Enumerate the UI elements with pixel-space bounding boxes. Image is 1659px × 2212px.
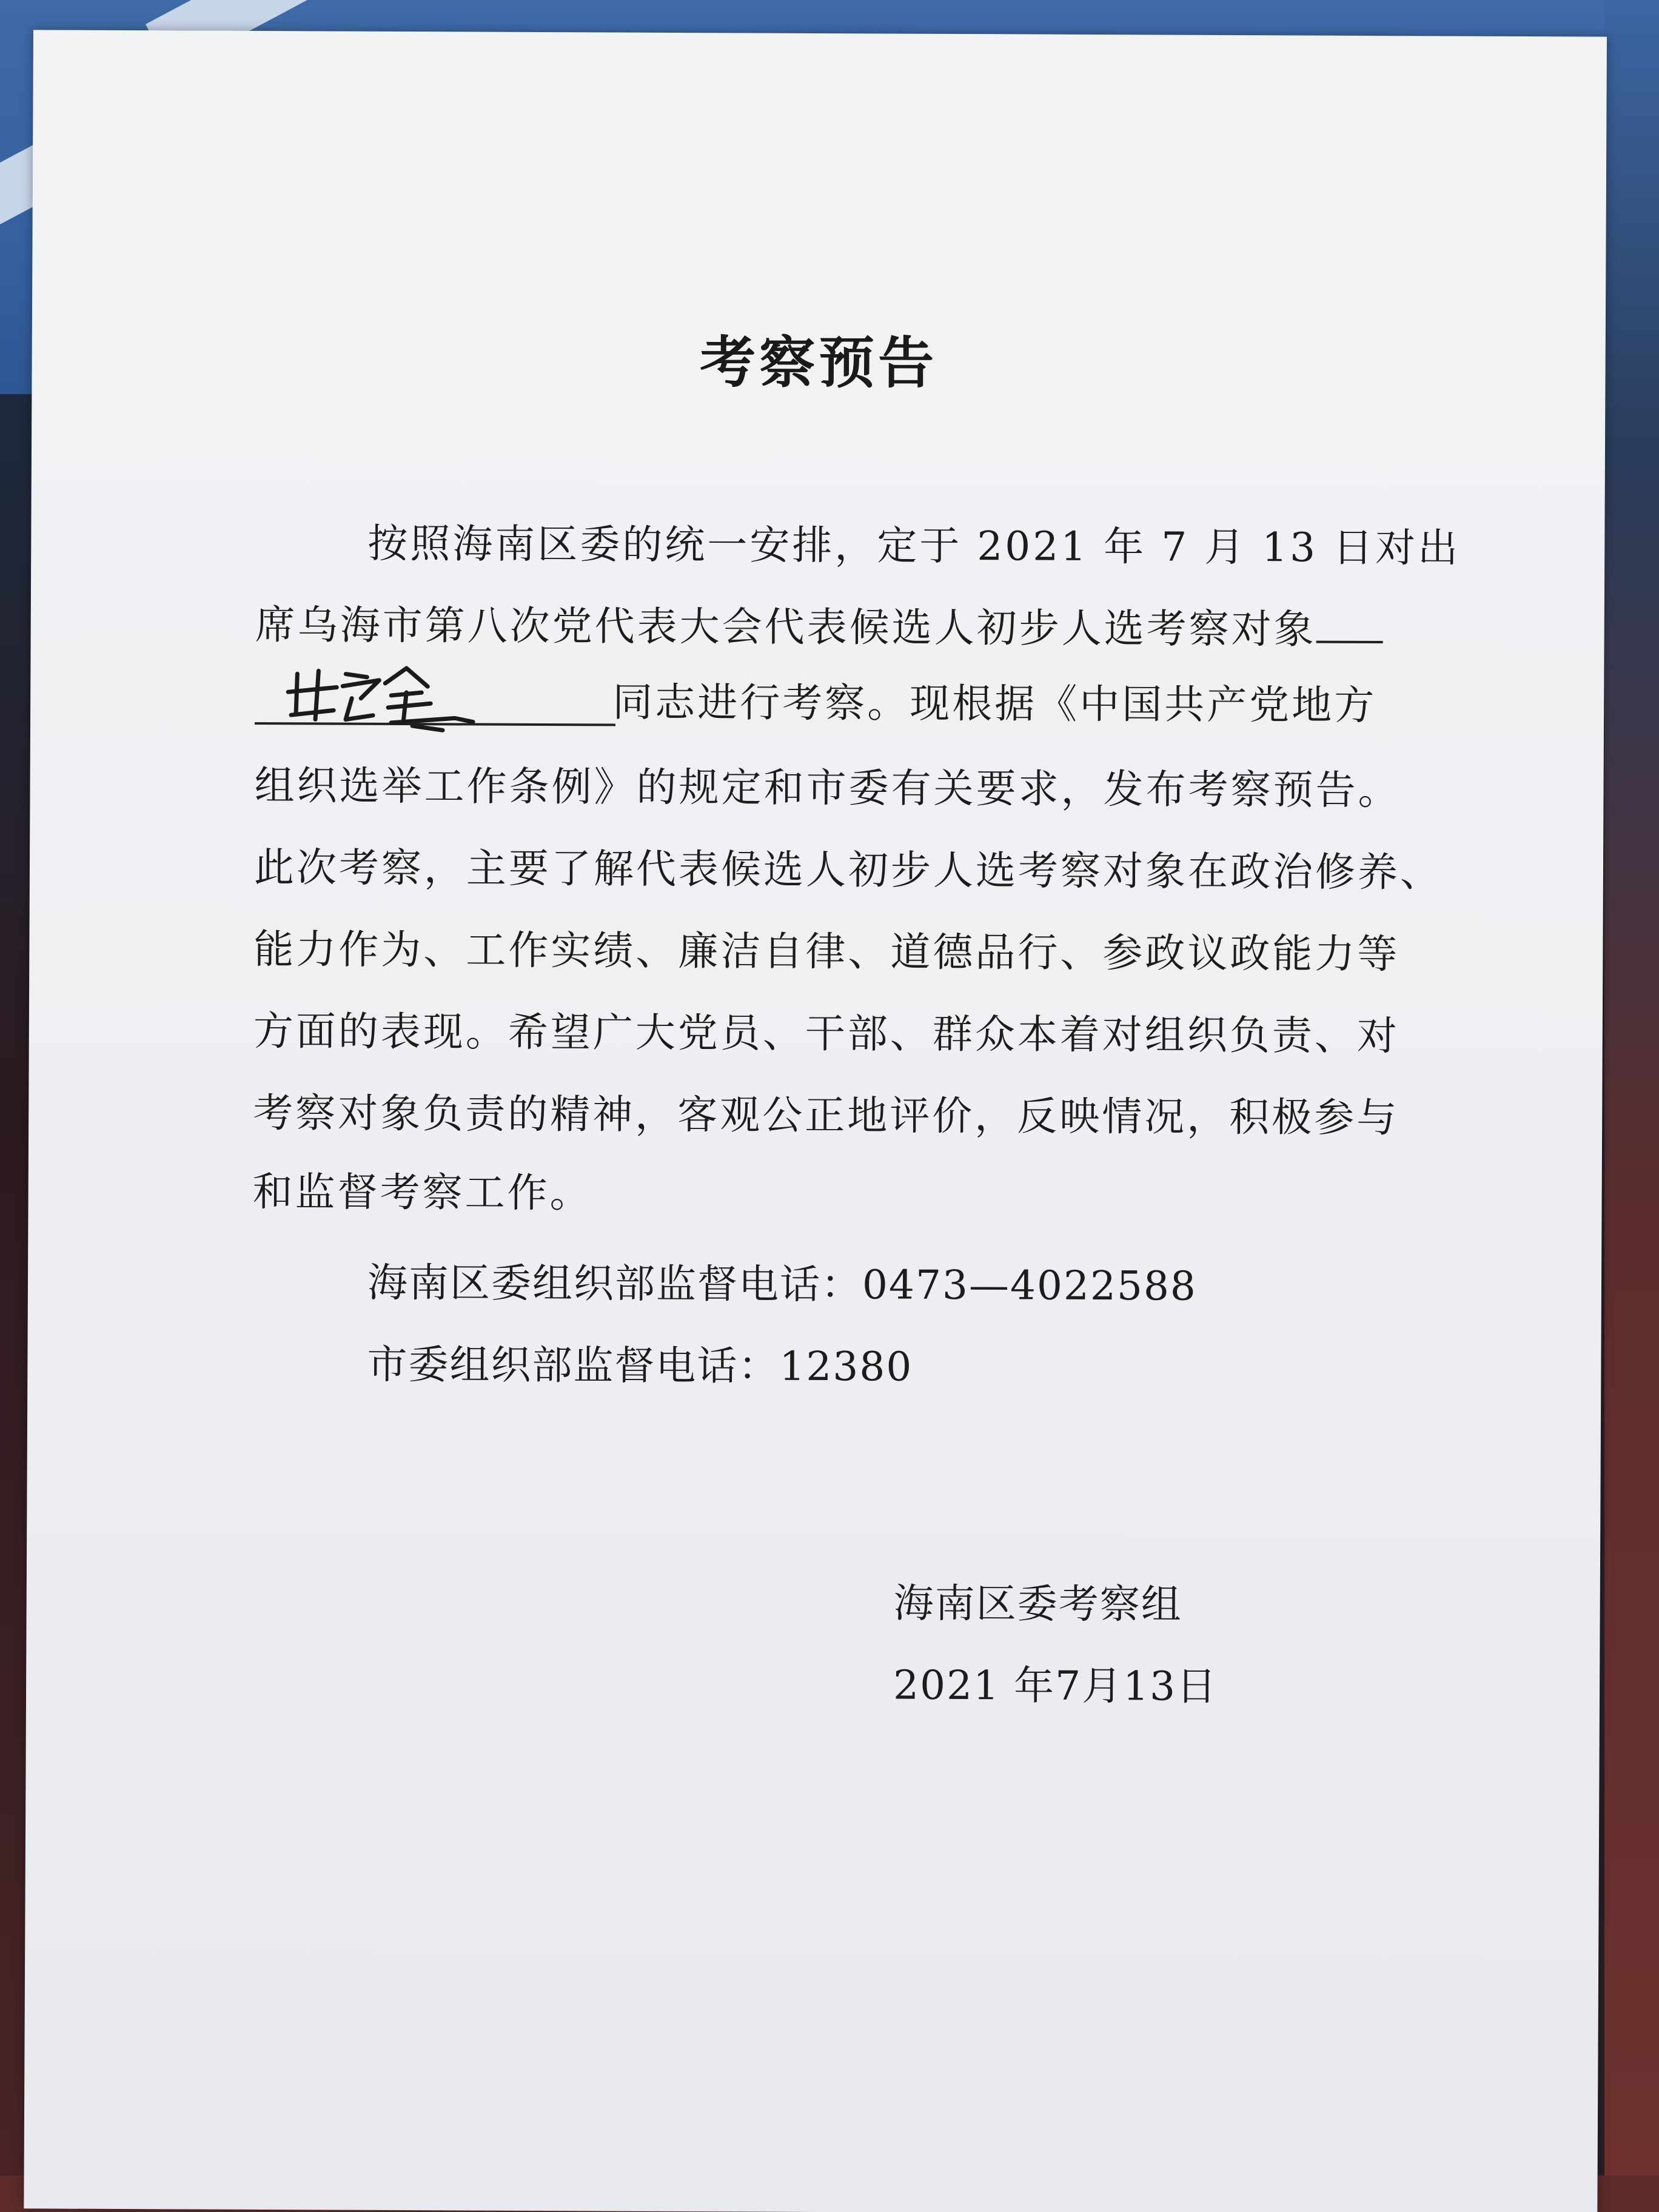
contact-label: 海南区委组织部监督电话： — [367, 1259, 863, 1309]
paragraph-text: 席乌海市第八次党代表大会代表候选人初步人选考察对象 — [255, 601, 1316, 653]
paragraph-line: 组织选举工作条例》的规定和市委有关要求，发布考察预告。 — [254, 762, 1401, 814]
contact-number: 12380 — [779, 1342, 913, 1390]
document-title: 考察预告 — [699, 329, 938, 396]
paragraph-line: 考察对象负责的精神，客观公正地评价，反映情况，积极参与 — [253, 1089, 1399, 1142]
contact-label: 市委组织部监督电话： — [367, 1341, 780, 1390]
contact-city — [367, 1332, 913, 1392]
issuer-name: 海南区委考察组 — [893, 1580, 1182, 1628]
paragraph-line — [255, 601, 1383, 654]
paragraph-line: 此次考察，主要了解代表候选人初步人选考察对象在政治修养、 — [253, 843, 1443, 896]
document-paper — [24, 30, 1607, 2212]
background-desk-right — [1604, 0, 1659, 2212]
paragraph-line: 同志进行考察。现根据《中国共产党地方 — [612, 679, 1377, 729]
paragraph-line: 和监督考察工作。 — [252, 1168, 592, 1217]
name-blank-line — [1316, 607, 1383, 643]
paragraph-line: 能力作为、工作实绩、廉洁自律、道德品行、参政议政能力等 — [253, 925, 1400, 978]
handwritten-name-field — [255, 662, 616, 736]
paragraph-line: 方面的表现。希望广大党员、干部、群众本着对组织负责、对 — [253, 1007, 1399, 1060]
handwritten-name-signature — [255, 662, 498, 736]
paragraph-line: 按照海南区委的统一安排，定于 2021 年 7 月 13 日对出 — [367, 520, 1461, 572]
issue-date: 2021 年7月13日 — [893, 1661, 1218, 1710]
contact-number: 0473—4022588 — [862, 1261, 1198, 1310]
contact-district — [367, 1250, 1197, 1312]
